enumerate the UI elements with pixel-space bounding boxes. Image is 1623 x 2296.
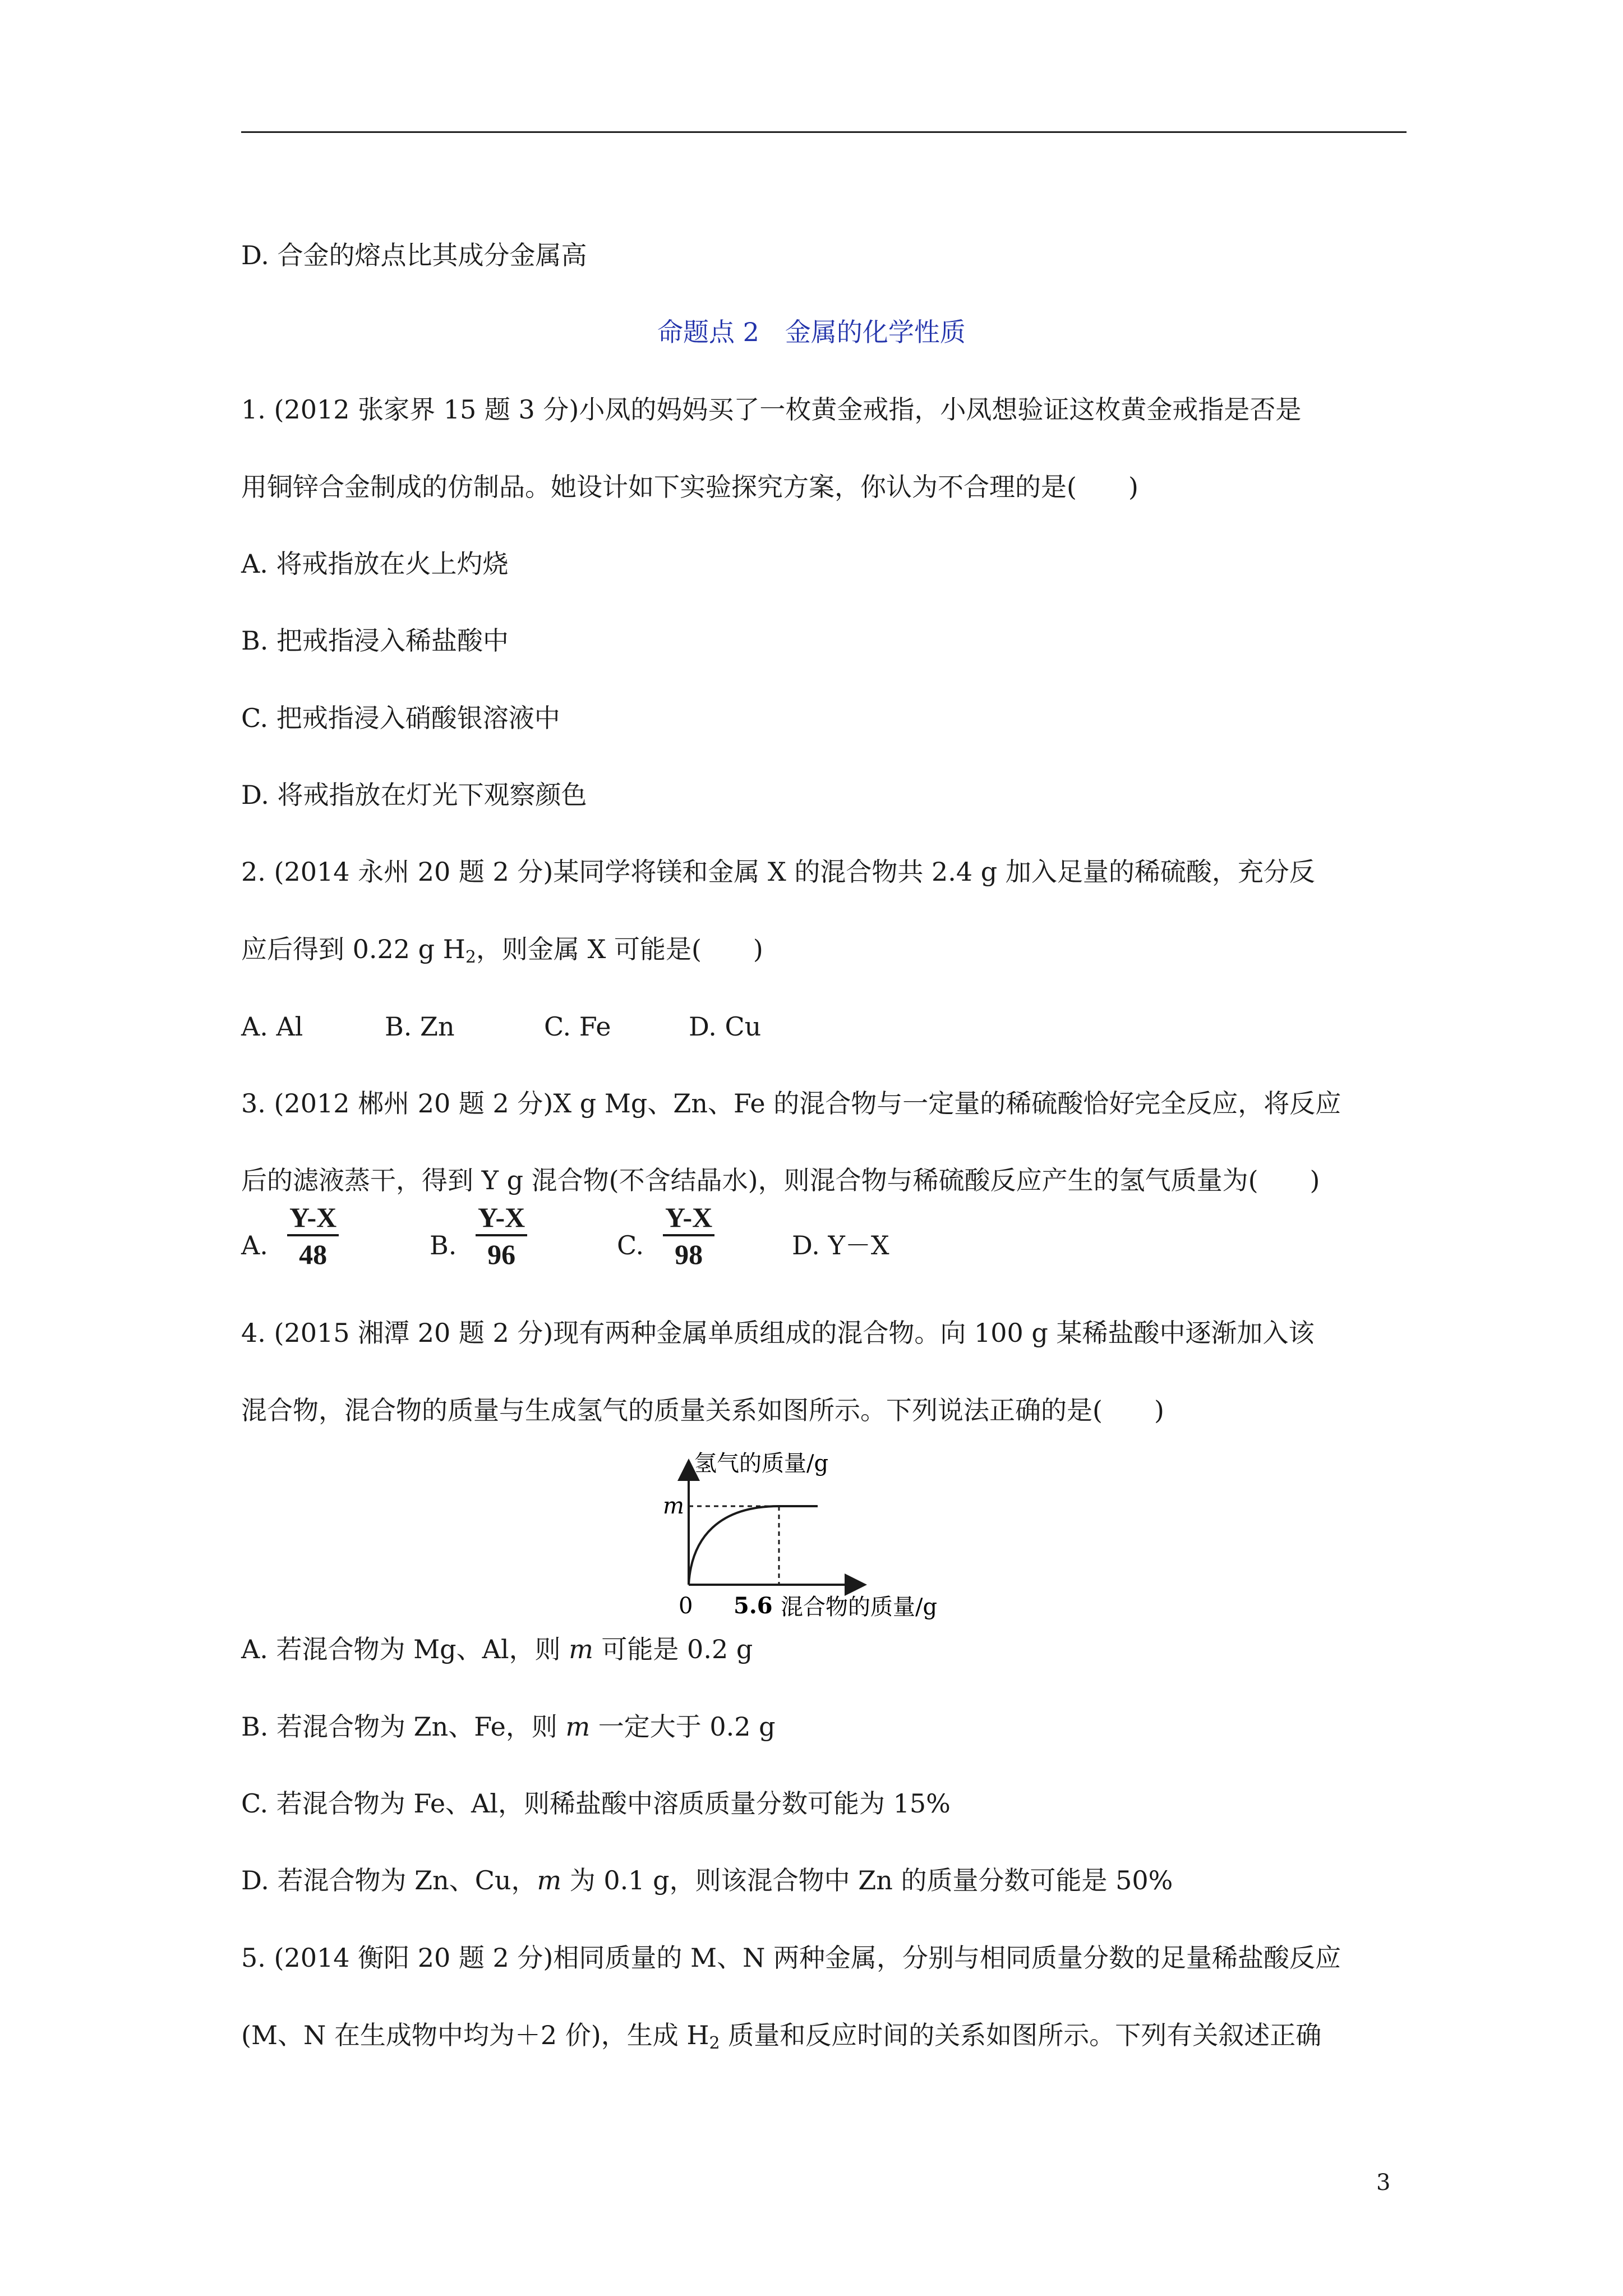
q3-fraction-a	[287, 1200, 339, 1272]
q2-line1: 2. (2014 永州 20 题 2 分)某同学将镁和金属 X 的混合物共 2.4 g 加入足量的稀硫酸，充分反	[241, 857, 1315, 887]
q2-line2-post: ，则金属 X 可能是( )	[476, 934, 763, 964]
q2-option-c: C. Fe	[544, 1011, 611, 1042]
q5-line1: 5. (2014 衡阳 20 题 2 分)相同质量的 M、N 两种金属，分别与相同质量分数的足量稀盐酸反应	[241, 1943, 1341, 1973]
q4-option-b-var: m	[565, 1711, 591, 1742]
q3-option-d: D. Y－X	[792, 1230, 889, 1260]
q3-option-a-label: A.	[241, 1230, 268, 1260]
q2-option-b: B. Zn	[385, 1011, 455, 1042]
q4-option-b	[241, 1710, 776, 1743]
q4-option-a-post: 可能是 0.2 g	[593, 1634, 753, 1664]
y-axis-label: 氢气的质量/g	[694, 1451, 829, 1476]
prev-option-d: D. 合金的熔点比其成分金属高	[241, 240, 587, 270]
q2-line2-pre: 应后得到 0.22 g H	[241, 934, 465, 964]
q3-fraction-b-num: Y-X	[478, 1202, 525, 1233]
x-tick-label: 5.6	[734, 1593, 773, 1619]
q4-option-b-post: 一定大于 0.2 g	[590, 1711, 776, 1742]
q4-option-d	[241, 1864, 1173, 1897]
hydrogen-mass-chart	[628, 1447, 976, 1627]
q3-fraction-a-num: Y-X	[289, 1202, 337, 1233]
q3-option-b-label: B.	[430, 1230, 457, 1260]
page-number: 3	[1376, 2170, 1391, 2196]
q4-option-a-pre: A. 若混合物为 Mg、Al，则	[241, 1634, 569, 1664]
q4-option-d-post: 为 0.1 g，则该混合物中 Zn 的质量分数可能是 50%	[561, 1865, 1173, 1895]
q1-option-d: D. 将戒指放在灯光下观察颜色	[241, 780, 587, 810]
q3-line1: 3. (2012 郴州 20 题 2 分)X g Mg、Zn、Fe 的混合物与一定量的稀硫酸恰好完全反应，将反应	[241, 1088, 1341, 1119]
q4-option-d-pre: D. 若混合物为 Zn、Cu，	[241, 1865, 537, 1895]
q3-fraction-c-num: Y-X	[665, 1202, 713, 1233]
q4-option-a-var: m	[569, 1634, 593, 1664]
q1-option-c: C. 把戒指浸入硝酸银溶液中	[241, 703, 560, 733]
q5-line2-post: 质量和反应时间的关系如图所示。下列有关叙述正确	[720, 2020, 1322, 2050]
q1-line1: 1. (2012 张家界 15 题 3 分)小凤的妈妈买了一枚黄金戒指，小凤想验证这枚黄金戒指是否是	[241, 394, 1302, 425]
q3-fraction-b-den: 96	[487, 1239, 516, 1270]
q4-line2: 混合物，混合物的质量与生成氢气的质量关系如图所示。下列说法正确的是( )	[241, 1395, 1164, 1425]
q3-line2: 后的滤液蒸干，得到 Y g 混合物(不含结晶水)，则混合物与稀硫酸反应产生的氢气质量为( )	[241, 1165, 1320, 1195]
q3-fraction-c	[663, 1200, 714, 1272]
q2-line2-sub: 2	[465, 947, 476, 967]
q5-line2-sub: 2	[709, 2033, 720, 2053]
q5-line2	[241, 2018, 1321, 2060]
q4-line1: 4. (2015 湘潭 20 题 2 分)现有两种金属单质组成的混合物。向 100 g 某稀盐酸中逐渐加入该	[241, 1318, 1315, 1348]
header-rule	[241, 131, 1407, 133]
q3-fraction-b	[476, 1200, 527, 1272]
q4-option-c	[241, 1787, 951, 1820]
q3-option-c-label: C.	[617, 1230, 644, 1260]
section-heading: 命题点 2 金属的化学性质	[657, 317, 966, 347]
q1-option-b: B. 把戒指浸入稀盐酸中	[241, 625, 509, 656]
q4-option-b-pre: B. 若混合物为 Zn、Fe，则	[241, 1711, 566, 1742]
q2-line2	[241, 932, 763, 974]
q4-option-c-pre: C. 若混合物为 Fe、Al，则稀盐酸中溶质质量分数可能为 15%	[241, 1788, 951, 1819]
origin-label: 0	[679, 1593, 693, 1619]
q4-option-a	[241, 1632, 753, 1666]
y-tick-label: m	[663, 1493, 684, 1519]
q3-fraction-a-den: 48	[299, 1239, 328, 1270]
q1-line2: 用铜锌合金制成的仿制品。她设计如下实验探究方案，你认为不合理的是( )	[241, 472, 1138, 502]
q3-fraction-c-den: 98	[675, 1239, 703, 1270]
x-axis-label: 混合物的质量/g	[781, 1594, 938, 1620]
q4-option-d-var: m	[537, 1865, 562, 1895]
q1-option-a: A. 将戒指放在火上灼烧	[241, 549, 509, 579]
hydrogen-rise-curve	[689, 1506, 779, 1585]
q2-option-d: D. Cu	[689, 1011, 762, 1042]
q5-line2-pre: (M、N 在生成物中均为＋2 价)，生成 H	[241, 2020, 709, 2050]
q2-option-a: A. Al	[241, 1011, 303, 1042]
